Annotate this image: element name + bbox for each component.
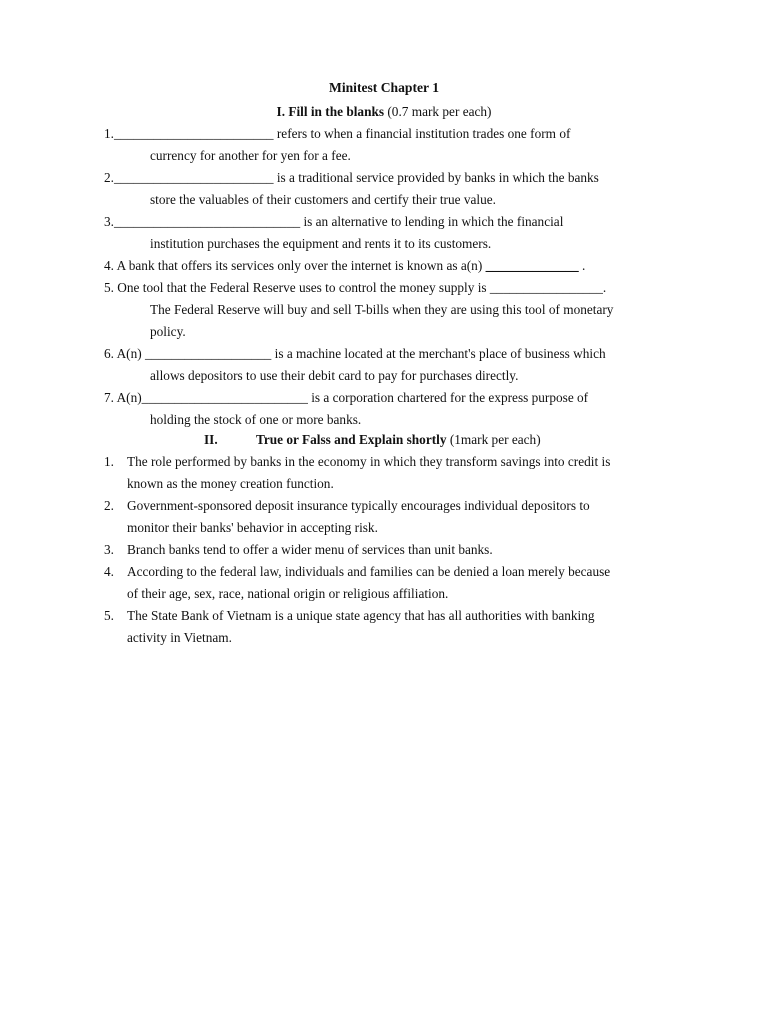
tf-item-text: The role performed by banks in the economy in which they transform savings into credit is <box>127 454 611 469</box>
fill-item-text: 3.____________________________ is an alternative to lending in which the financial <box>104 214 564 229</box>
tf-item-3 <box>104 539 704 561</box>
fill-item-text-continued: holding the stock of one or more banks. <box>150 412 362 427</box>
fill-item-text-continued: institution purchases the equipment and rents it to its customers. <box>150 236 492 251</box>
fill-item-3 <box>104 211 704 255</box>
fill-item-text-continued: store the valuables of their customers and certify their true value. <box>150 192 496 207</box>
tf-item-number: 1. <box>104 454 114 469</box>
tf-item-4 <box>104 561 704 605</box>
section-2-heading <box>204 429 764 451</box>
fill-item-2 <box>104 167 704 211</box>
tf-item-text: Branch banks tend to offer a wider menu of services than unit banks. <box>127 542 493 557</box>
tf-item-text-continued: monitor their banks' behavior in accepting risk. <box>127 520 378 535</box>
fill-item-text: 2.________________________ is a traditional service provided by banks in which the banks <box>104 170 599 185</box>
tf-item-text: Government-sponsored deposit insurance typically encourages individual depositors to <box>127 498 590 513</box>
true-false-list <box>104 451 704 649</box>
fill-item-text-end: . <box>578 258 586 273</box>
section-2-heading-note: (1mark per each) <box>449 432 541 447</box>
fill-item-text: 4. A bank that offers its services only over the internet is known as a(n) <box>104 258 486 273</box>
fill-item-6 <box>104 343 704 387</box>
tf-item-1 <box>104 451 704 495</box>
section-2-heading-label: True or Falss and Explain shortly <box>256 432 447 447</box>
fill-item-blank: ______________ <box>485 258 579 273</box>
tf-item-number: 5. <box>104 608 114 623</box>
tf-item-text-continued: known as the money creation function. <box>127 476 334 491</box>
page-title: Minitest Chapter 1 <box>329 80 439 95</box>
fill-item-text-continued: The Federal Reserve will buy and sell T-bills when they are using this tool of monetary <box>150 302 614 317</box>
fill-item-line <box>104 255 704 277</box>
fill-item-7 <box>104 387 704 431</box>
fill-item-text-continued: policy. <box>150 324 186 339</box>
tf-item-2 <box>104 495 704 539</box>
fill-item-text: 1.________________________ refers to when a financial institution trades one form of <box>104 126 571 141</box>
fill-item-4 <box>104 255 704 277</box>
tf-item-number: 2. <box>104 498 114 513</box>
tf-item-text-continued: activity in Vietnam. <box>127 630 232 645</box>
fill-item-text-continued: currency for another for yen for a fee. <box>150 148 351 163</box>
fill-item-text: 5. One tool that the Federal Reserve uses to control the money supply is _________________. <box>104 280 607 295</box>
tf-item-text-continued: of their age, sex, race, national origin or religious affiliation. <box>127 586 449 601</box>
fill-item-text: 6. A(n) ___________________ is a machine located at the merchant's place of business which <box>104 346 606 361</box>
tf-item-text: The State Bank of Vietnam is a unique state agency that has all authorities with banking <box>127 608 595 623</box>
section-1-heading-note: (0.7 mark per each) <box>387 104 492 119</box>
fill-item-text-continued: allows depositors to use their debit card to pay for purchases directly. <box>150 368 519 383</box>
section-1-heading-label: I. Fill in the blanks <box>276 104 385 119</box>
section-2-numeral: II. <box>204 432 218 447</box>
fill-in-blanks-list <box>104 123 704 431</box>
tf-item-text: According to the federal law, individuals and families can be denied a loan merely because <box>127 564 611 579</box>
tf-item-number: 3. <box>104 542 114 557</box>
section-1-heading <box>0 101 768 123</box>
fill-item-text: 7. A(n)_________________________ is a corporation chartered for the express purpose of <box>104 390 589 405</box>
fill-item-1 <box>104 123 704 167</box>
tf-item-5 <box>104 605 704 649</box>
fill-item-5 <box>104 277 704 343</box>
tf-item-number: 4. <box>104 564 114 579</box>
